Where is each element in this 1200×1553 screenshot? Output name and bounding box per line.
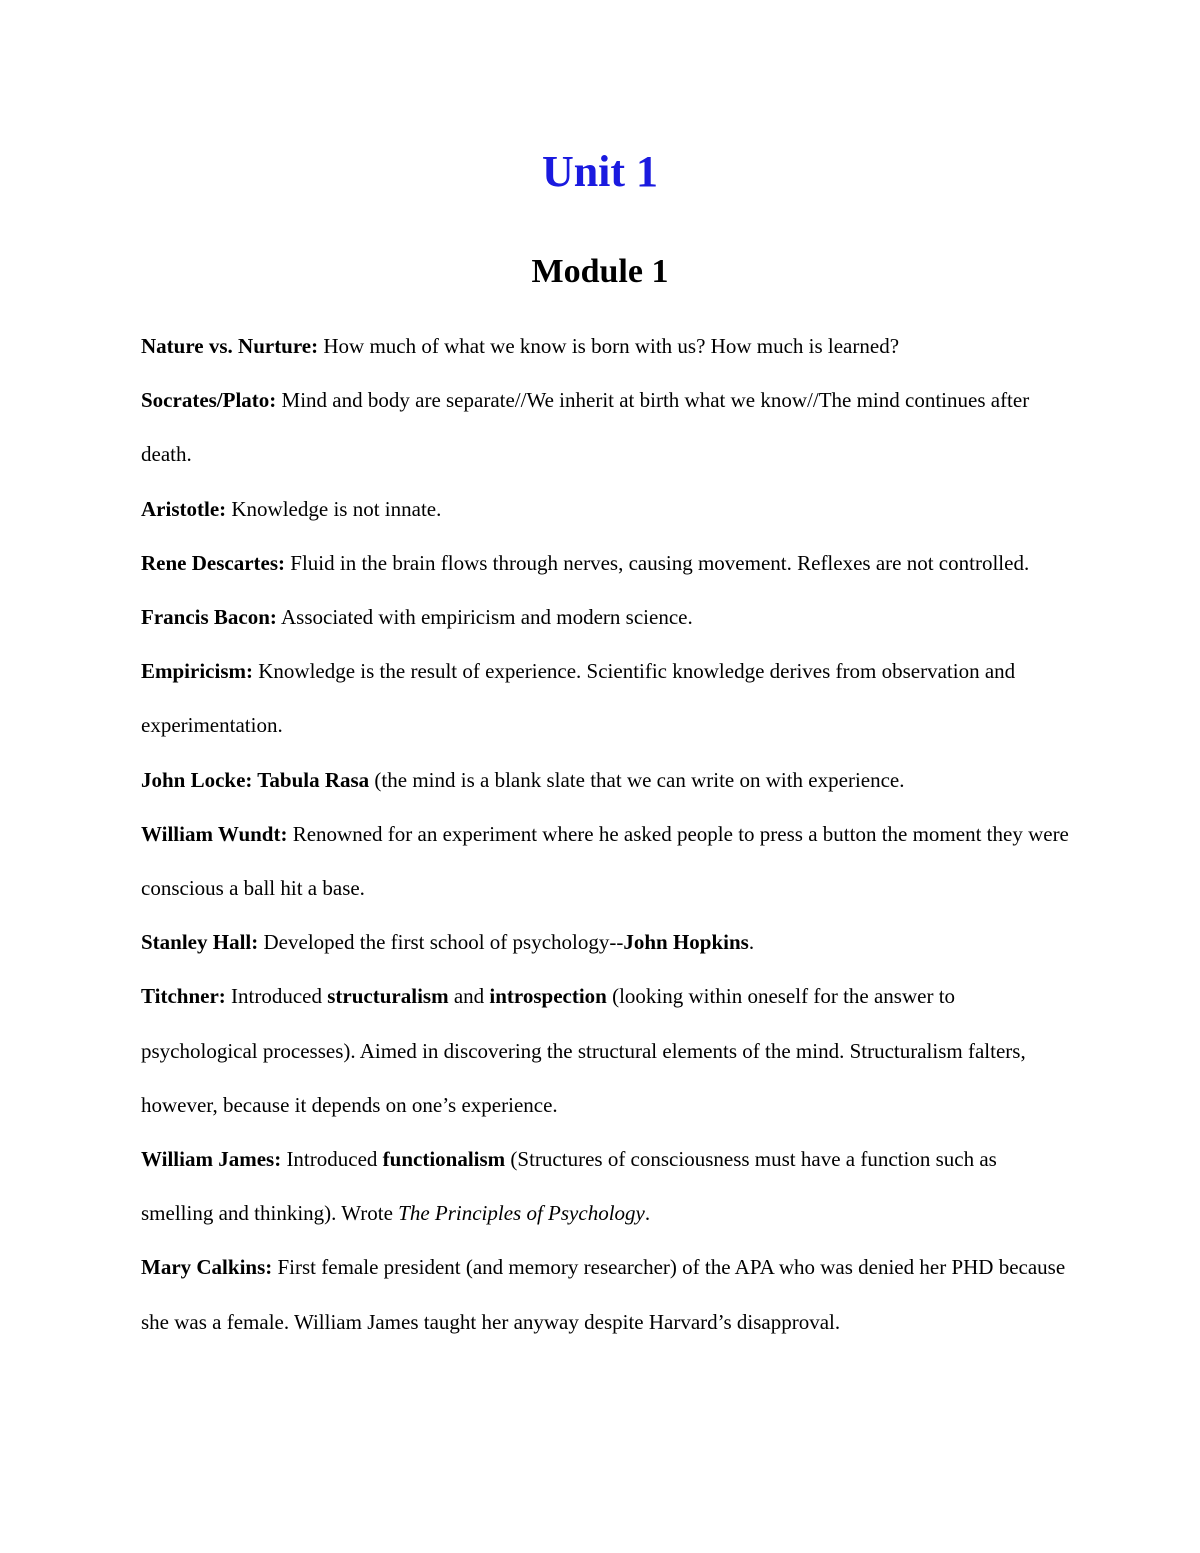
entry-term: Mary Calkins: bbox=[141, 1255, 273, 1280]
entry-text: Mind and body are separate//We inherit at birth what we know//The mind continues after death. bbox=[141, 388, 1030, 467]
entry-term: William James: bbox=[141, 1147, 282, 1172]
entry-text: How much of what we know is born with us? How much is learned? bbox=[318, 334, 900, 358]
entry-francis-bacon bbox=[141, 590, 1071, 644]
entry-text: Fluid in the brain flows through nerves, causing movement. Reflexes are not controlled. bbox=[285, 550, 1030, 575]
entry-term: Stanley Hall: bbox=[141, 930, 259, 955]
entry-text-mid: (Structures of consciousness must have a function such as smelling and thinking). Wrote bbox=[141, 1147, 997, 1226]
entry-william-wundt bbox=[141, 807, 1071, 915]
entry-text: Associated with empiricism and modern science. bbox=[276, 605, 693, 630]
entry-john-locke bbox=[141, 753, 1071, 807]
entry-bold-functionalism: functionalism bbox=[382, 1147, 506, 1172]
entry-term: John Locke: bbox=[141, 767, 253, 792]
entry-text: Knowledge is the result of experience. Scientific knowledge derives from observation and experimentation. bbox=[141, 659, 1016, 738]
entry-bold-structuralism: structuralism bbox=[327, 984, 449, 1009]
entry-socrates-plato bbox=[141, 373, 1071, 481]
entry-bold-introspection: introspection bbox=[489, 984, 607, 1009]
entry-term: Titchner: bbox=[141, 984, 226, 1009]
entry-text-end: . bbox=[748, 930, 755, 955]
entry-aristotle bbox=[141, 482, 1071, 536]
entry-term: Francis Bacon: bbox=[141, 605, 277, 630]
module-title: Module 1 bbox=[531, 253, 669, 290]
entry-empiricism bbox=[141, 644, 1071, 752]
entry-term: Rene Descartes: bbox=[141, 550, 286, 575]
entry-mary-calkins bbox=[141, 1240, 1071, 1348]
entry-term: Empiricism: bbox=[141, 659, 253, 684]
entry-text-end: . bbox=[644, 1201, 651, 1226]
entry-text: Renowned for an experiment where he asked people to press a button the moment they were conscious a ball hit a base. bbox=[141, 821, 1069, 901]
entry-text-mid: and bbox=[448, 984, 490, 1009]
entry-term: Socrates/Plato: bbox=[141, 388, 277, 413]
entry-term: William Wundt: bbox=[141, 821, 288, 846]
entry-term-tabula-rasa: Tabula Rasa bbox=[252, 767, 370, 792]
entry-book-title: The Principles of Psychology bbox=[398, 1201, 645, 1226]
entry-text: (the mind is a blank slate that we can write on with experience. bbox=[369, 767, 905, 792]
notes-body bbox=[141, 319, 1071, 1349]
entry-bold-john-hopkins: John Hopkins bbox=[623, 930, 749, 955]
entry-william-james bbox=[141, 1132, 1071, 1240]
entry-stanley-hall bbox=[141, 915, 1071, 969]
entry-term: Aristotle: bbox=[141, 496, 227, 521]
entry-text-end: (looking within oneself for the answer to psychological processes). Aimed in discovering the structural elements of the mind. Structuralism falters, however, because it depends on one’s experience. bbox=[141, 984, 1026, 1117]
entry-rene-descartes bbox=[141, 536, 1071, 590]
entry-text: Introduced bbox=[225, 984, 328, 1009]
entry-text: Developed the first school of psychology-- bbox=[258, 930, 624, 955]
entry-text: Knowledge is not innate. bbox=[226, 496, 442, 521]
entry-text: First female president (and memory researcher) of the APA who was denied her PHD because she was a female. William James taught her anyway despite Harvard’s disapproval. bbox=[141, 1255, 1066, 1334]
entry-nature-vs-nurture bbox=[141, 319, 1071, 373]
entry-term: Nature vs. Nurture: bbox=[141, 334, 319, 358]
entry-titchner bbox=[141, 969, 1071, 1132]
unit-title: Unit 1 bbox=[541, 147, 659, 196]
entry-text: Introduced bbox=[281, 1147, 383, 1172]
